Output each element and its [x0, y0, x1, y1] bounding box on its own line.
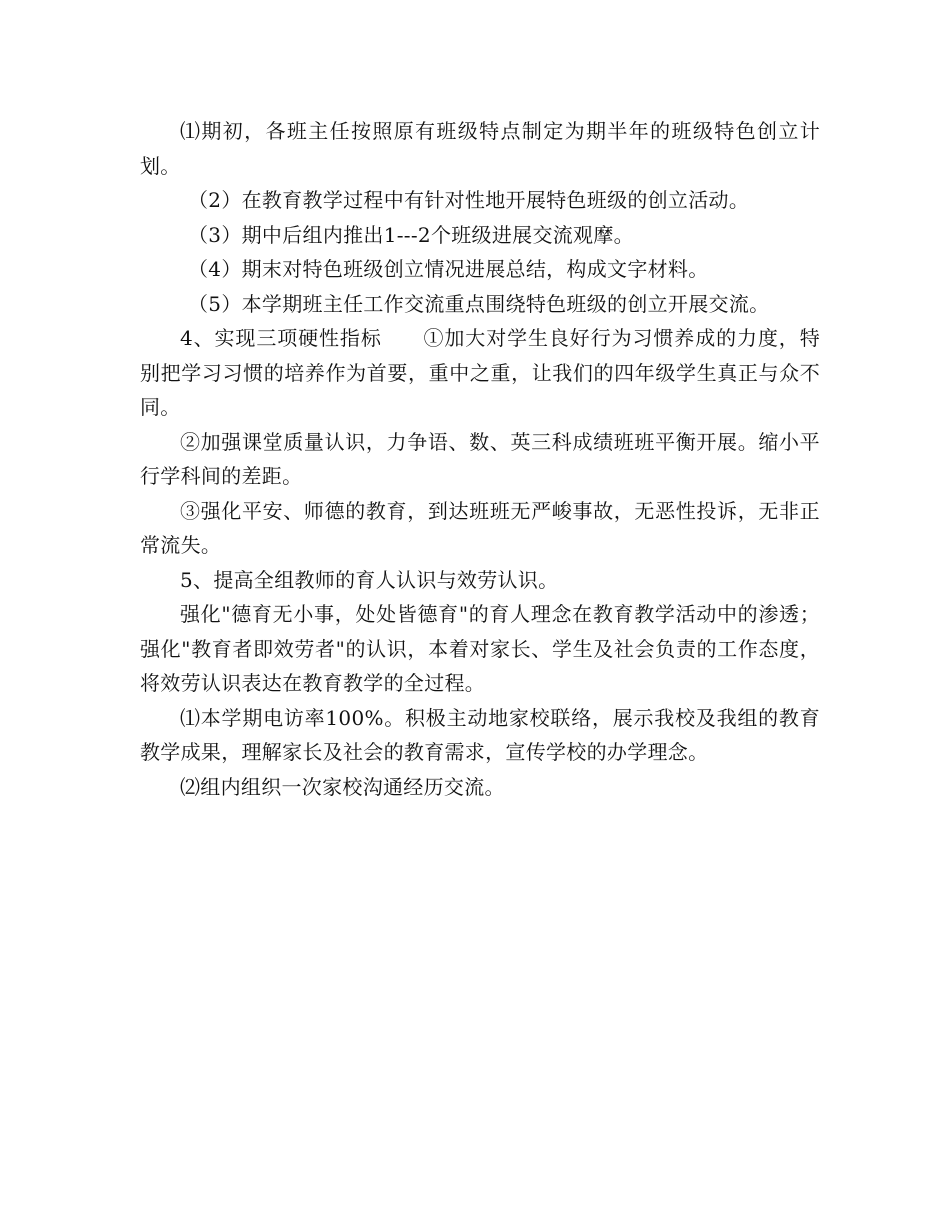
paragraph-plan-early-term: ⑴期初，各班主任按照原有班级特点制定为期半年的班级特色创立计划。 — [140, 119, 820, 178]
paragraph-section-4-indicators: 4、实现三项硬性指标 ①加大对学生良好行为习惯养成的力度，特别把学习习惯的培养作为首要，重中之重，让我们的四年级学生真正与众不同。 — [140, 326, 820, 419]
paragraph-teacher-exchange: （5）本学期班主任工作交流重点围绕特色班级的创立开展交流。 — [188, 291, 770, 316]
document-page — [140, 114, 820, 804]
paragraph-end-term-summary: （4）期末对特色班级创立情况进展总结，构成文字材料。 — [188, 257, 709, 281]
paragraph-midterm-observation: （3）期中后组内推出1---2个班级进展交流观摩。 — [188, 222, 634, 247]
paragraph-section-5-heading: 5、提高全组教师的育人认识与效劳认识。 — [180, 567, 559, 592]
paragraph-safety-ethics: ③强化平安、师德的教育，到达班班无严峻事故，无恶性投诉，无非正常流失。 — [140, 498, 820, 557]
paragraph-feature-activities: （2）在教育教学过程中有针对性地开展特色班级的创立活动。 — [188, 188, 750, 212]
paragraph-home-school-exchange: ⑵组内组织一次家校沟通经历交流。 — [180, 774, 505, 799]
paragraph-moral-education: 强化"德育无小事，处处皆德育"的育人理念在教育教学活动中的渗透；强化"教育者即效劳者"的认识，本着对家长、学生及社会负责的工作态度，将效劳认识表达在教育教学的全过程。 — [140, 602, 820, 695]
paragraph-classroom-quality: ②加强课堂质量认识，力争语、数、英三科成绩班班平衡开展。缩小平行学科间的差距。 — [140, 429, 820, 488]
paragraph-phone-visits: ⑴本学期电访率100%。积极主动地家校联络，展示我校及我组的教育教学成果，理解家长及社会的教育需求，宣传学校的办学理念。 — [140, 705, 820, 764]
